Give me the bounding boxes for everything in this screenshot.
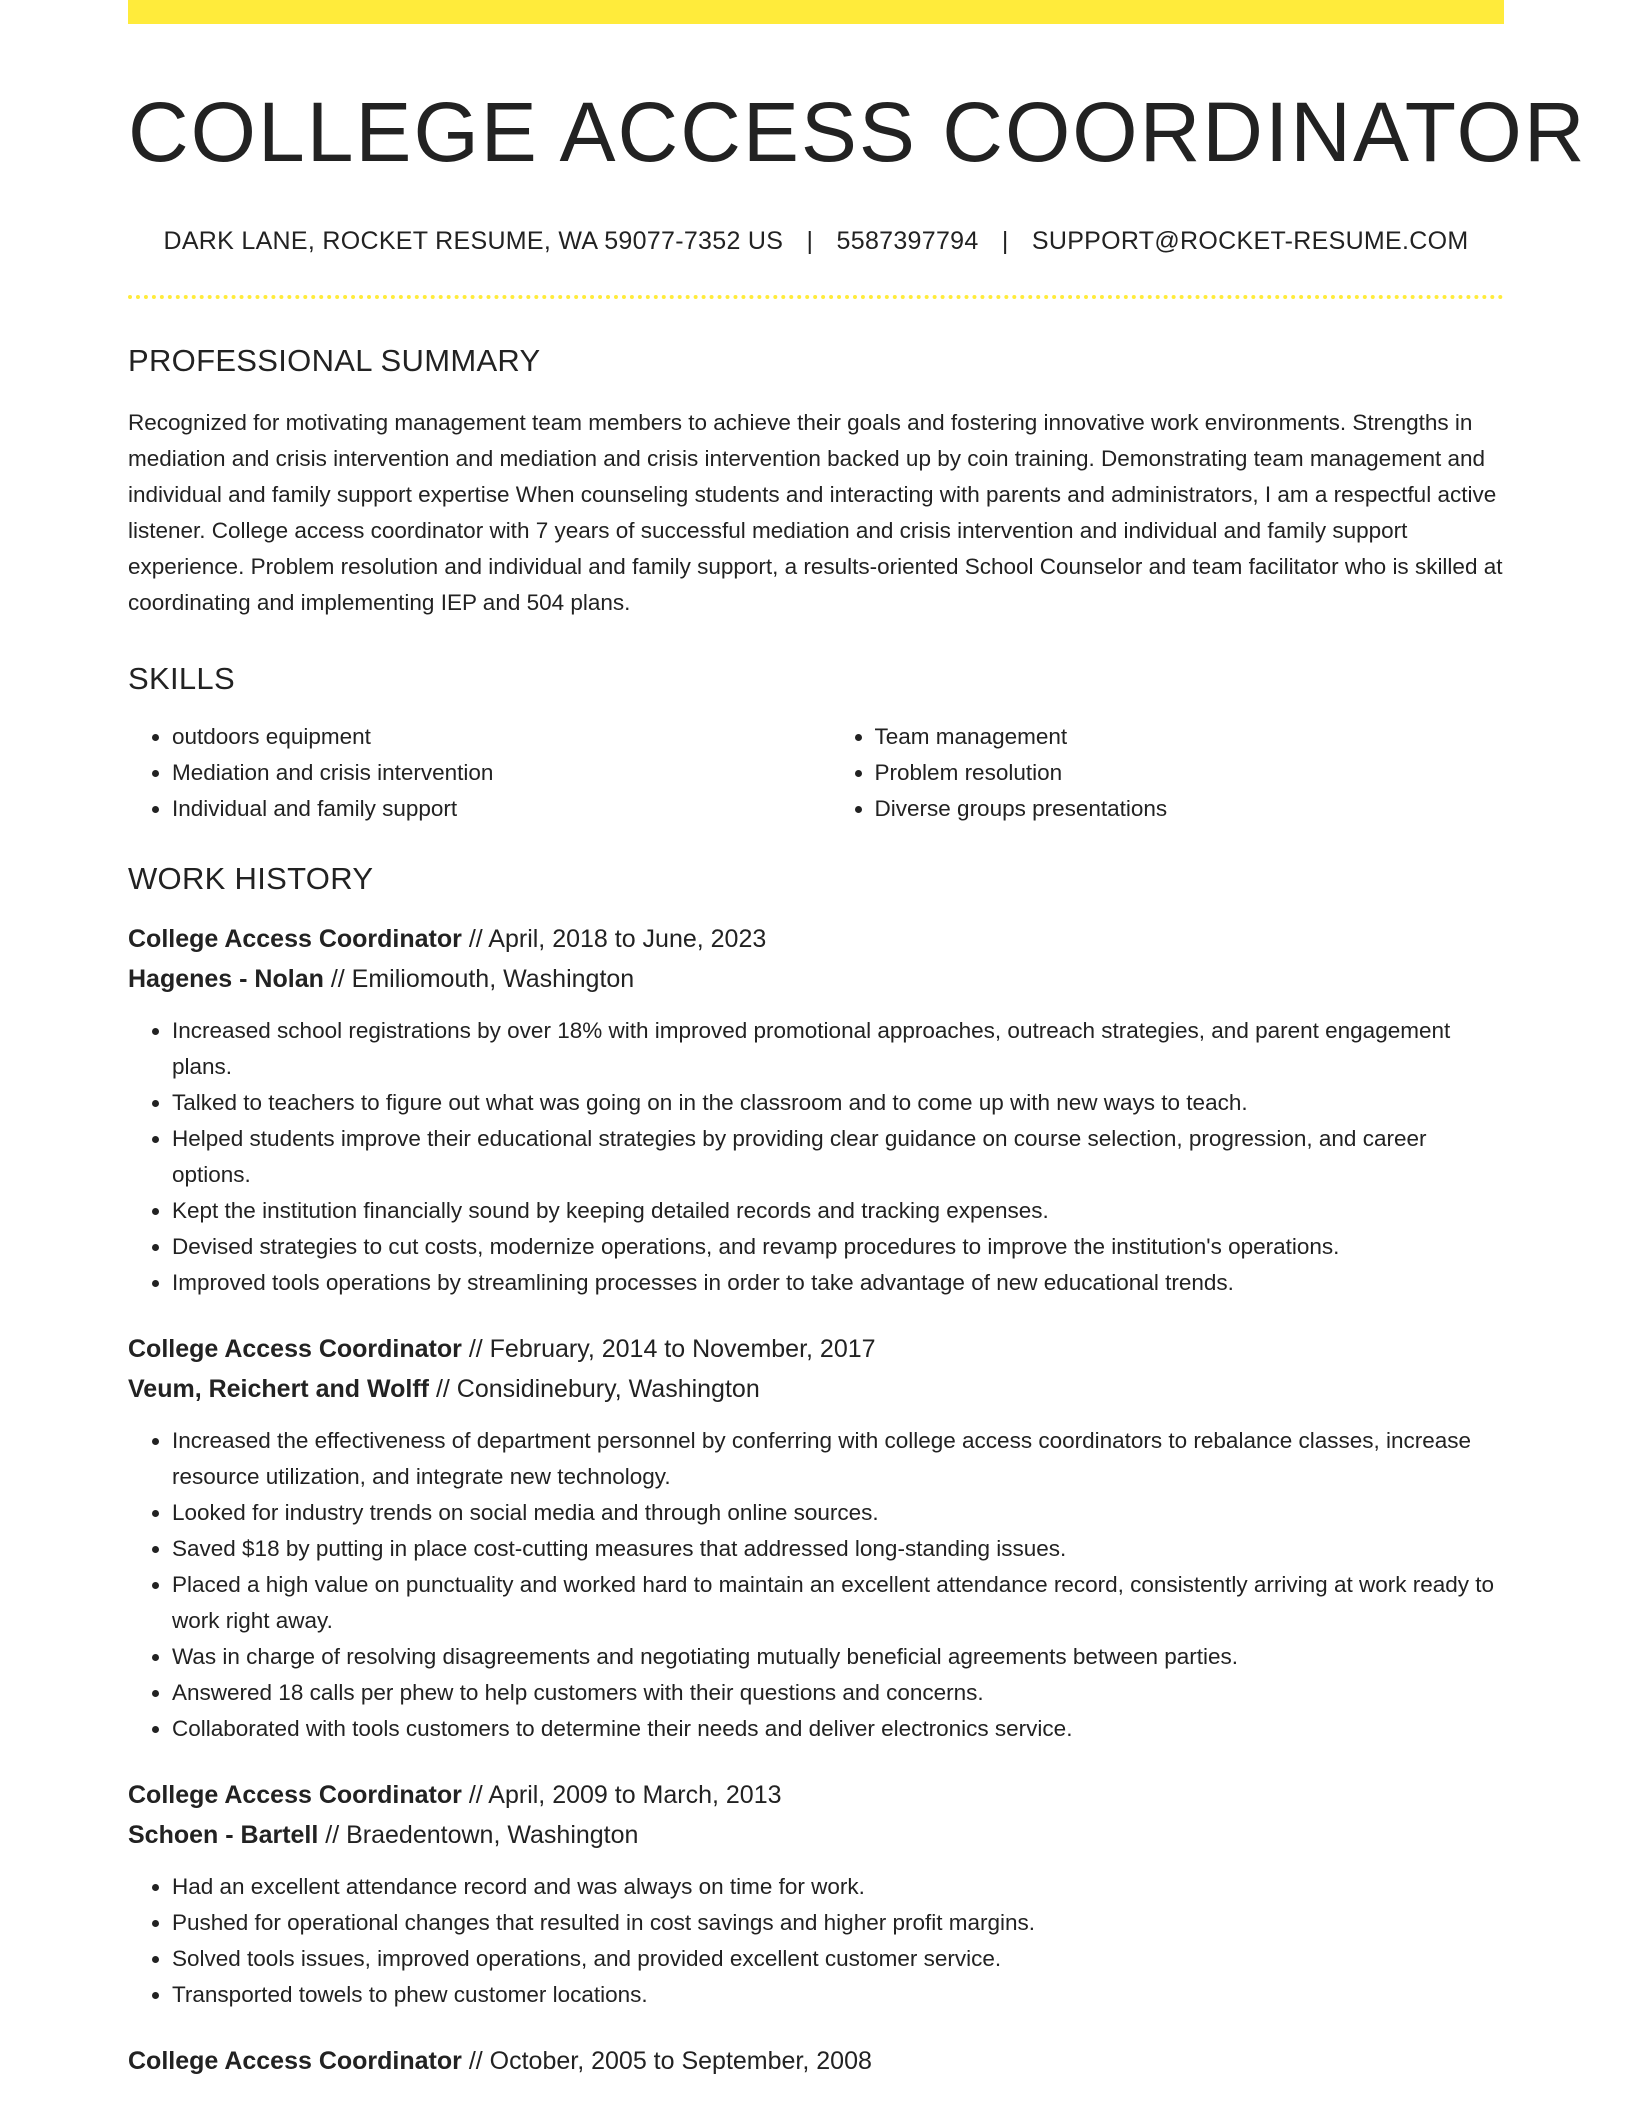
job-location: // Emiliomouth, Washington <box>330 964 635 993</box>
job-dates: // October, 2005 to September, 2008 <box>468 2046 872 2075</box>
job-dates: // April, 2009 to March, 2013 <box>468 1780 782 1809</box>
job-location: // Braedentown, Washington <box>325 1820 639 1849</box>
job-bullet: • Saved $18 by putting in place cost-cutting measures that addressed long-standing issues. <box>172 1531 1504 1567</box>
job-bullet: • Talked to teachers to figure out what was going on in the classroom and to come up with new ways to teach. <box>172 1085 1504 1121</box>
job-bullets <box>128 1013 1504 1301</box>
job-bullet: • Increased the effectiveness of department personnel by conferring with college access coordinators to rebalance classes, increase resource utilization, and integrate new technology. <box>172 1423 1504 1495</box>
job-dates: // April, 2018 to June, 2023 <box>468 924 767 953</box>
job-location: // Considinebury, Washington <box>435 1374 760 1403</box>
skill-item: • Mediation and crisis intervention <box>172 755 831 791</box>
job-title-line <box>128 1775 1504 1815</box>
resume-page <box>128 0 1587 2081</box>
job-company: Veum, Reichert and Wolff <box>128 1374 429 1403</box>
job-bullet: • Looked for industry trends on social media and through online sources. <box>172 1495 1504 1531</box>
job-entry <box>128 919 1504 1301</box>
job-dates: // February, 2014 to November, 2017 <box>468 1334 876 1363</box>
summary-text: Recognized for motivating management team members to achieve their goals and fostering innovative work environments. Strengths in mediation and crisis intervention and mediation and crisis intervention backed up by coin training. Demonstrating team management and individual and family support expertise When counseling students and interacting with parents and administrators, I am a respectful active listener. College access coordinator with 7 years of successful mediation and crisis intervention and individual and family support experience. Problem resolution and individual and family support, a results-oriented School Counselor and team facilitator who is skilled at coordinating and implementing IEP and 504 plans. <box>128 409 1503 615</box>
job-title: College Access Coordinator <box>128 2046 462 2075</box>
contact-separator: | <box>806 226 814 255</box>
skills-list <box>128 719 1504 827</box>
dotted-divider <box>128 295 1504 299</box>
job-company-line <box>128 1369 1504 1409</box>
job-entry <box>128 1775 1504 2013</box>
job-bullet: • Pushed for operational changes that resulted in cost savings and higher profit margins. <box>172 1905 1504 1941</box>
skills-column-left <box>128 719 831 827</box>
contact-email: SUPPORT@ROCKET-RESUME.COM <box>1031 226 1469 255</box>
job-title-line <box>128 919 1504 959</box>
job-bullets <box>128 1869 1504 2013</box>
accent-top-bar <box>128 0 1504 24</box>
job-bullet: • Answered 18 calls per phew to help customers with their questions and concerns. <box>172 1675 1504 1711</box>
job-bullet: • Devised strategies to cut costs, modernize operations, and revamp procedures to improve the institution's operations. <box>172 1229 1504 1265</box>
skills-heading: SKILLS <box>128 660 235 696</box>
job-bullet: • Placed a high value on punctuality and worked hard to maintain an excellent attendance record, consistently arriving at work ready to work right away. <box>172 1567 1504 1639</box>
job-company-line <box>128 959 1504 999</box>
job-bullet: • Increased school registrations by over 18% with improved promotional approaches, outreach strategies, and parent engagement plans. <box>172 1013 1504 1085</box>
skills-column-right <box>831 719 1504 827</box>
contact-line <box>128 227 1504 256</box>
job-bullet: • Was in charge of resolving disagreements and negotiating mutually beneficial agreements between parties. <box>172 1639 1504 1675</box>
job-company: Hagenes - Nolan <box>128 964 324 993</box>
job-title-line <box>128 1329 1504 1369</box>
work-history-heading: WORK HISTORY <box>128 860 374 896</box>
job-bullet: • Solved tools issues, improved operations, and provided excellent customer service. <box>172 1941 1504 1977</box>
job-entry <box>128 1329 1504 1747</box>
skill-item: • Team management <box>875 719 1504 755</box>
skill-item: • Problem resolution <box>875 755 1504 791</box>
job-bullet: • Had an excellent attendance record and was always on time for work. <box>172 1869 1504 1905</box>
job-company: Schoen - Bartell <box>128 1820 319 1849</box>
job-bullet: • Collaborated with tools customers to determine their needs and deliver electronics service. <box>172 1711 1504 1747</box>
contact-phone: 5587397794 <box>836 226 979 255</box>
summary-heading: PROFESSIONAL SUMMARY <box>128 342 541 378</box>
contact-address: DARK LANE, ROCKET RESUME, WA 59077-7352 US <box>163 226 784 255</box>
job-bullet: • Helped students improve their educational strategies by providing clear guidance on course selection, progression, and career options. <box>172 1121 1504 1193</box>
job-company-line <box>128 1815 1504 1855</box>
contact-separator: | <box>1001 226 1009 255</box>
job-title: College Access Coordinator <box>128 1334 462 1363</box>
job-title-line <box>128 2041 1504 2081</box>
job-title: College Access Coordinator <box>128 924 462 953</box>
skill-item: • Diverse groups presentations <box>875 791 1504 827</box>
job-entry <box>128 2041 1504 2081</box>
resume-name-title: COLLEGE ACCESS COORDINATOR <box>128 85 1587 179</box>
job-bullets <box>128 1423 1504 1747</box>
skill-item: • outdoors equipment <box>172 719 831 755</box>
job-bullet: • Kept the institution financially sound by keeping detailed records and tracking expenses. <box>172 1193 1504 1229</box>
job-bullet: • Improved tools operations by streamlining processes in order to take advantage of new educational trends. <box>172 1265 1504 1301</box>
job-bullet: • Transported towels to phew customer locations. <box>172 1977 1504 2013</box>
job-title: College Access Coordinator <box>128 1780 462 1809</box>
skill-item: • Individual and family support <box>172 791 831 827</box>
